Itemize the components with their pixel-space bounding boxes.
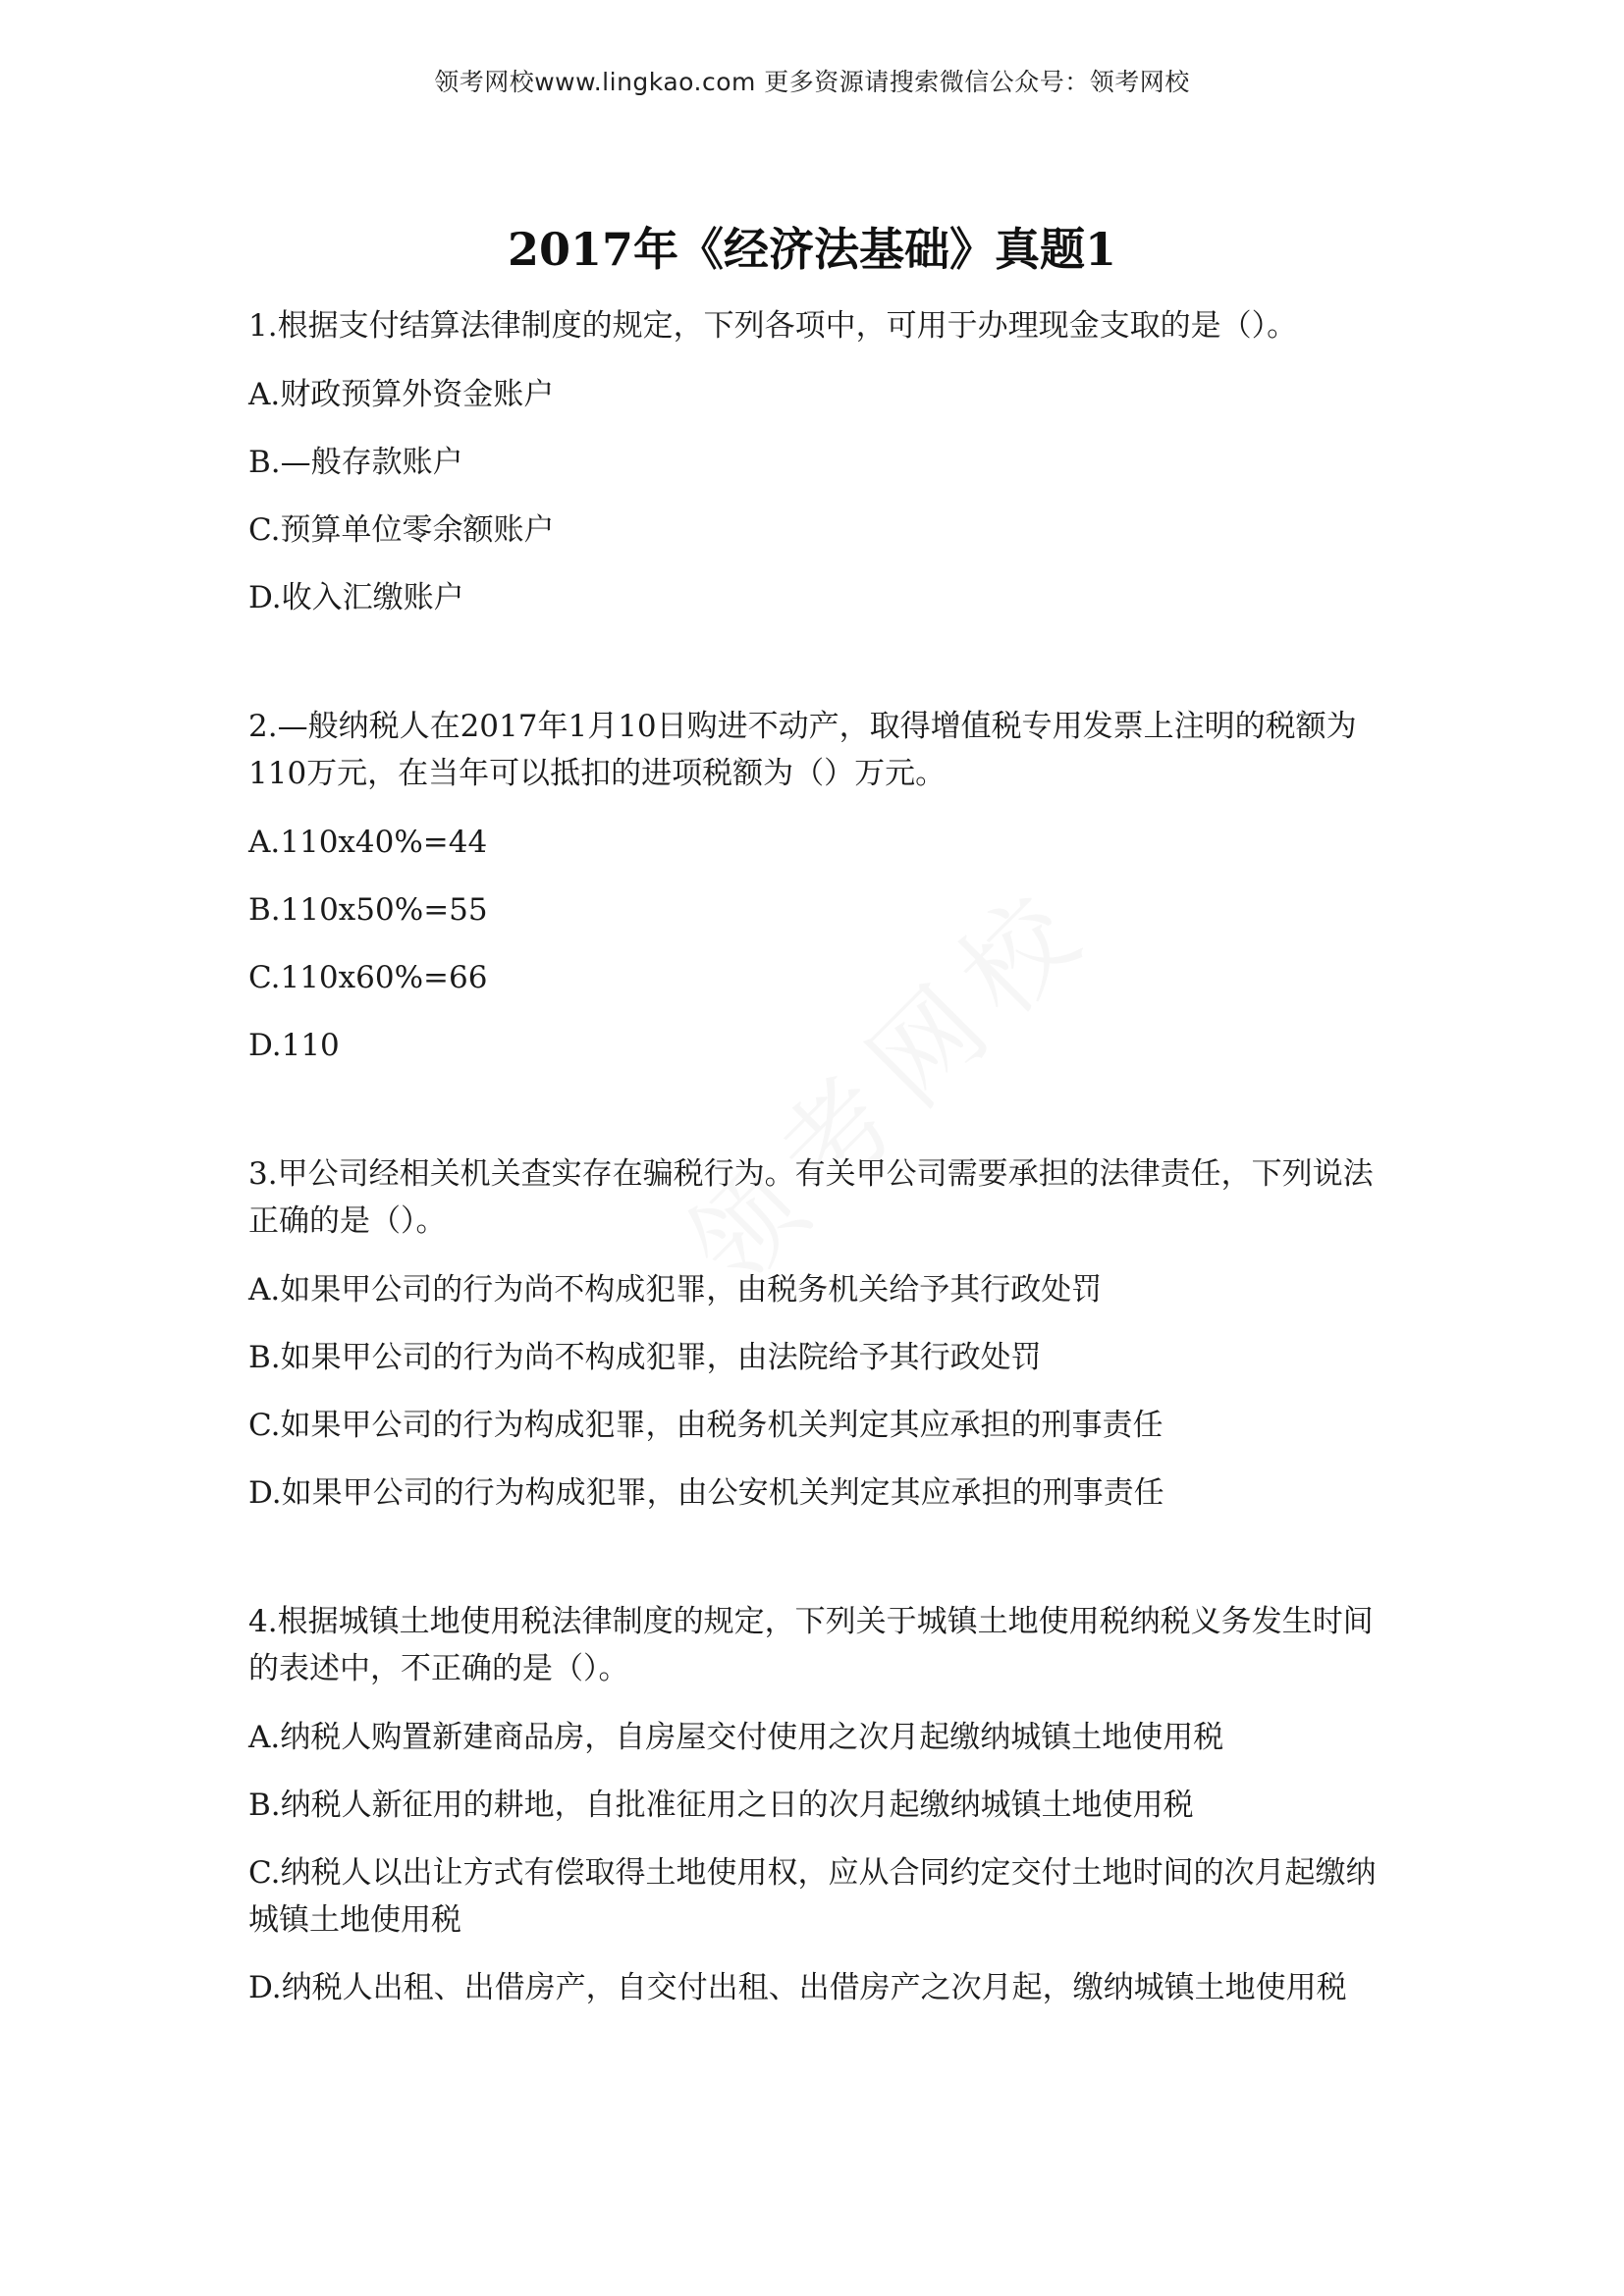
option-b: B.纳税人新征用的耕地，自批准征用之日的次月起缴纳城镇土地使用税 (248, 1788, 1194, 1823)
option-c: C.纳税人以出让方式有偿取得土地使用权，应从合同约定交付土地时间的次月起缴纳城镇土地使用税 (248, 1855, 1377, 1938)
question-stem: 4.根据城镇土地使用税法律制度的规定，下列关于城镇土地使用税纳税义务发生时间的表述中，不正确的是（）。 (248, 1604, 1374, 1686)
question-spacer (248, 1537, 1387, 1598)
option-b: B.110x50%=55 (248, 892, 488, 928)
question-spacer (248, 642, 1387, 703)
option-d: D.收入汇缴账户 (248, 580, 464, 615)
option-a: A.纳税人购置新建商品房，自房屋交付使用之次月起缴纳城镇土地使用税 (248, 1720, 1224, 1755)
question-stem: 3.甲公司经相关机关查实存在骗税行为。有关甲公司需要承担的法律责任，下列说法正确的是（）。 (248, 1156, 1374, 1239)
question-stem: 2.—般纳税人在2017年1月10日购进不动产，取得增值税专用发票上注明的税额为110万元，在当年可以抵扣的进项税额为（）万元。 (248, 709, 1357, 791)
page-title: 2017年《经济法基础》真题1 (507, 223, 1117, 276)
question-4 (248, 1598, 1387, 2011)
option-a: A.110x40%=44 (248, 825, 488, 860)
option-a: A.财政预算外资金账户 (248, 377, 555, 412)
question-2 (248, 703, 1387, 1069)
option-d: D.纳税人出租、出借房产，自交付出租、出借房产之次月起，缴纳城镇土地使用税 (248, 1970, 1347, 2005)
option-b: B.—般存款账户 (248, 445, 463, 480)
question-1 (248, 302, 1387, 621)
question-stem: 1.根据支付结算法律制度的规定，下列各项中，可用于办理现金支取的是（）。 (248, 308, 1298, 344)
option-a: A.如果甲公司的行为尚不构成犯罪，由税务机关给予其行政处罚 (248, 1272, 1103, 1308)
question-spacer (248, 1090, 1387, 1150)
question-3 (248, 1150, 1387, 1517)
option-c: C.如果甲公司的行为构成犯罪，由税务机关判定其应承担的刑事责任 (248, 1408, 1164, 1443)
option-c: C.110x60%=66 (248, 960, 488, 995)
question-list (248, 302, 1387, 2032)
option-d: D.110 (248, 1028, 340, 1063)
page-header: 领考网校www.lingkao.com 更多资源请搜索微信公众号：领考网校 (434, 68, 1190, 96)
option-b: B.如果甲公司的行为尚不构成犯罪，由法院给予其行政处罚 (248, 1340, 1042, 1375)
option-d: D.如果甲公司的行为构成犯罪，由公安机关判定其应承担的刑事责任 (248, 1475, 1164, 1511)
option-c: C.预算单位零余额账户 (248, 512, 555, 548)
